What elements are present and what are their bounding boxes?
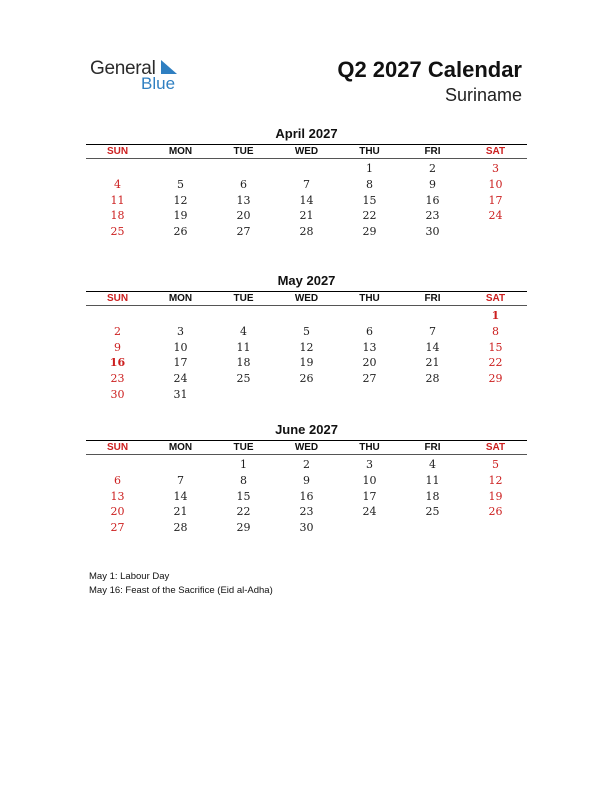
empty-day-cell [149,308,212,324]
weekday-label: FRI [424,442,441,453]
header-divider [86,158,527,159]
day-cell: 18 [425,489,440,503]
empty-day-cell [275,308,338,324]
weekday-label: WED [294,293,319,304]
weekday-label: SUN [106,293,129,304]
day-cell: 16 [425,193,440,207]
day-cell: 1 [366,162,373,175]
day-cell: 9 [303,473,310,487]
day-cell: 14 [425,340,440,354]
weekday-label: SUN [106,146,129,157]
weekday-label: FRI [424,293,441,304]
day-cell: 15 [488,340,503,354]
day-cell: 12 [299,340,314,354]
weekday-label: MON [168,442,193,453]
day-cell: 20 [110,505,125,519]
day-grid [86,308,527,403]
day-cell: 25 [236,372,251,386]
weekday-label: THU [359,293,380,304]
day-cell: 7 [177,473,184,487]
day-cell: 29 [362,225,377,239]
day-cell: 27 [236,225,251,239]
day-cell: 5 [303,324,310,338]
weekday-label: TUE [233,442,254,453]
day-cell: 24 [488,209,503,223]
empty-day-cell [86,457,149,473]
day-cell: 27 [362,372,377,386]
day-cell: 23 [299,505,314,519]
weekday-label: MON [168,146,193,157]
day-cell: 21 [173,505,188,519]
day-cell: 24 [362,505,377,519]
weekday-label: THU [359,146,380,157]
day-cell: 22 [488,356,503,370]
weekday-label: WED [294,442,319,453]
day-cell: 22 [362,209,377,223]
empty-day-cell [401,387,464,403]
empty-day-cell [464,387,527,403]
empty-day-cell [149,457,212,473]
empty-day-cell [275,387,338,403]
holiday-note: May 1: Labour Day [89,571,170,582]
day-cell: 21 [425,356,440,370]
day-cell: 14 [173,489,188,503]
weekday-label: SAT [485,442,506,453]
weekday-label: SAT [485,293,506,304]
day-cell: 27 [110,521,125,535]
weekday-label: SUN [106,442,129,453]
day-cell: 10 [173,340,188,354]
day-cell: 26 [173,225,188,239]
day-cell: 3 [492,162,499,175]
day-cell: 9 [114,340,121,354]
empty-day-cell [338,308,401,324]
day-cell: 29 [488,372,503,386]
day-cell: 1 [491,309,500,322]
empty-day-cell [401,308,464,324]
empty-day-cell [212,387,275,403]
weekday-header-row [86,145,527,158]
day-cell: 9 [429,177,436,191]
day-cell: 16 [109,356,126,370]
day-cell: 16 [299,489,314,503]
day-cell: 12 [173,193,188,207]
day-cell: 20 [362,356,377,370]
day-cell: 25 [110,225,125,239]
day-cell: 29 [236,521,251,535]
weekday-label: THU [359,442,380,453]
day-cell: 7 [303,177,310,191]
day-cell: 1 [240,458,247,471]
day-grid [86,457,527,536]
day-cell: 6 [114,473,121,487]
empty-day-cell [338,387,401,403]
day-cell: 28 [425,372,440,386]
day-cell: 11 [236,340,251,354]
empty-day-cell [401,520,464,536]
month-block [86,126,527,240]
day-grid [86,161,527,240]
day-cell: 4 [429,458,436,471]
day-cell: 13 [362,340,377,354]
weekday-label: FRI [424,146,441,157]
day-cell: 11 [425,473,440,487]
logo-text-blue: Blue [141,74,176,93]
weekday-label: TUE [233,146,254,157]
weekday-label: WED [294,146,319,157]
day-cell: 2 [114,324,121,338]
general-blue-logo [90,56,200,96]
day-cell: 12 [488,473,503,487]
day-cell: 5 [492,458,499,471]
day-cell: 17 [488,193,503,207]
day-cell: 30 [299,521,314,535]
day-cell: 10 [488,177,503,191]
day-cell: 23 [425,209,440,223]
day-cell: 13 [236,193,251,207]
empty-day-cell [212,308,275,324]
day-cell: 8 [492,324,499,338]
month-title: June 2027 [275,422,338,437]
day-cell: 18 [236,356,251,370]
day-cell: 10 [362,473,377,487]
country-name: Suriname [444,85,522,105]
day-cell: 21 [299,209,314,223]
day-cell: 26 [299,372,314,386]
day-cell: 24 [173,372,188,386]
empty-day-cell [275,161,338,177]
day-cell: 20 [236,209,251,223]
holiday-note: May 16: Feast of the Sacrifice (Eid al-Adha) [89,585,273,596]
day-cell: 17 [362,489,377,503]
day-cell: 2 [429,162,436,175]
day-cell: 2 [303,458,310,471]
month-title: April 2027 [275,126,338,141]
day-cell: 3 [366,458,373,471]
day-cell: 23 [110,372,125,386]
weekday-label: SAT [485,146,506,157]
weekday-header-row [86,292,527,305]
logo-text-general: General [90,58,156,79]
month-block [86,273,527,403]
day-cell: 30 [110,387,125,401]
day-cell: 7 [429,324,436,338]
day-cell: 19 [299,356,314,370]
empty-day-cell [86,161,149,177]
day-cell: 17 [173,356,188,370]
empty-day-cell [464,520,527,536]
page-title: Q2 2027 Calendar [337,57,522,82]
empty-day-cell [149,161,212,177]
weekday-label: TUE [233,293,254,304]
day-cell: 31 [173,387,188,401]
holiday-notes [89,570,273,598]
weekday-header-row [86,441,527,454]
day-cell: 14 [299,193,314,207]
day-cell: 8 [366,177,373,191]
day-cell: 30 [425,225,440,239]
day-cell: 19 [488,489,503,503]
day-cell: 4 [114,177,121,191]
empty-day-cell [212,161,275,177]
day-cell: 8 [240,473,247,487]
empty-day-cell [464,224,527,240]
header-divider [86,454,527,455]
day-cell: 15 [362,193,377,207]
day-cell: 19 [173,209,188,223]
day-cell: 5 [177,177,184,191]
day-cell: 4 [240,324,247,338]
day-cell: 11 [110,193,125,207]
day-cell: 13 [110,489,125,503]
day-cell: 28 [173,521,188,535]
day-cell: 6 [240,177,247,191]
day-cell: 22 [236,505,251,519]
logo-flag-icon [161,60,177,74]
month-title: May 2027 [277,273,336,288]
day-cell: 25 [425,505,440,519]
day-cell: 18 [110,209,125,223]
day-cell: 26 [488,505,503,519]
day-cell: 15 [236,489,251,503]
month-block [86,422,527,536]
day-cell: 3 [177,324,184,338]
empty-day-cell [338,520,401,536]
day-cell: 6 [366,324,373,338]
empty-day-cell [86,308,149,324]
header-divider [86,305,527,306]
weekday-label: MON [168,293,193,304]
day-cell: 28 [299,225,314,239]
